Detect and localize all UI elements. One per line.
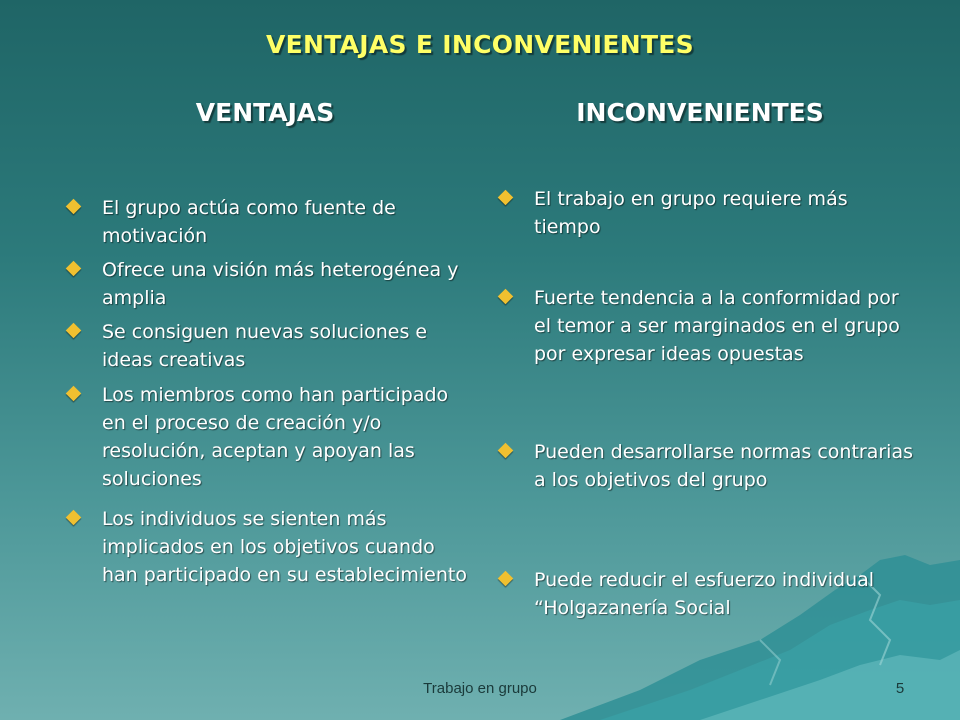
inconveniente-item: [534, 284, 914, 368]
ventaja-item: [102, 381, 472, 493]
inconveniente-item: [534, 185, 914, 241]
inconveniente-text: El trabajo en grupo requiere más tiempo: [534, 188, 848, 238]
ventaja-item: [102, 256, 472, 312]
page-number: 5: [895, 680, 905, 697]
ventaja-text: Se consiguen nuevas soluciones e ideas creativas: [102, 321, 428, 371]
ventajas-heading: VENTAJAS: [195, 98, 335, 127]
inconveniente-item: [534, 438, 914, 494]
inconveniente-text: Puede reducir el esfuerzo individual “Holgazanería Social: [534, 569, 875, 619]
ventaja-item: [102, 194, 472, 250]
inconveniente-item: [534, 566, 914, 622]
ventaja-text: Los individuos se sienten más implicados en los objetivos cuando han participado en su establecimiento: [102, 508, 467, 586]
ventaja-item: [102, 318, 472, 374]
slide-title: VENTAJAS E INCONVENIENTES: [266, 30, 694, 59]
ventaja-text: Los miembros como han participado en el proceso de creación y/o resolución, aceptan y apoyan las soluciones: [102, 384, 449, 490]
inconvenientes-heading: INCONVENIENTES: [576, 98, 824, 127]
inconveniente-text: Pueden desarrollarse normas contrarias a los objetivos del grupo: [534, 441, 913, 491]
slide-footer: Trabajo en grupo: [423, 680, 537, 697]
ventaja-item: [102, 505, 472, 589]
inconveniente-text: Fuerte tendencia a la conformidad por el temor a ser marginados en el grupo por expresar ideas opuestas: [534, 287, 900, 365]
ventaja-text: El grupo actúa como fuente de motivación: [102, 197, 396, 247]
ventaja-text: Ofrece una visión más heterogénea y amplia: [102, 259, 459, 309]
